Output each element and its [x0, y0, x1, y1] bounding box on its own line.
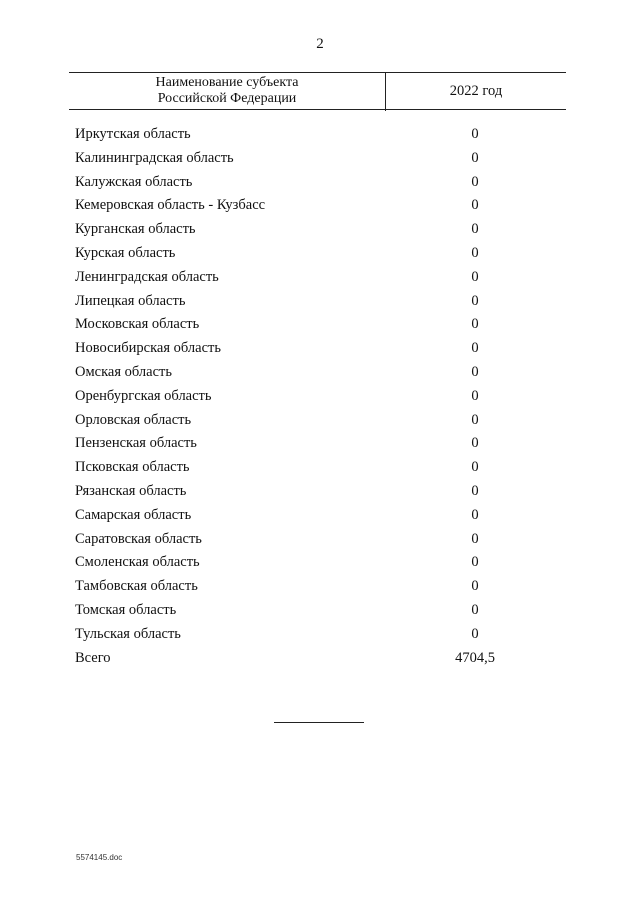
column-header-subject-line1: Наименование субъекта — [155, 75, 299, 90]
table-row — [75, 624, 505, 648]
table-row — [75, 291, 505, 315]
table-row — [75, 386, 505, 410]
table-row — [75, 600, 505, 624]
subject-value: 0 — [471, 244, 479, 261]
subject-name: Оренбургская область — [75, 387, 212, 404]
subject-value: 0 — [471, 601, 479, 618]
table-row — [75, 552, 505, 576]
subject-name: Рязанская область — [75, 482, 187, 499]
subject-value: 0 — [471, 387, 479, 404]
subject-name: Липецкая область — [75, 292, 186, 309]
column-header-subject-line2: Российской Федерации — [157, 91, 297, 106]
subject-value: 0 — [471, 316, 479, 333]
subject-name: Московская область — [75, 316, 200, 333]
subject-name: Калужская область — [75, 173, 193, 190]
subject-value: 0 — [471, 506, 479, 523]
subject-value: 0 — [471, 363, 479, 380]
subject-value: 0 — [471, 149, 479, 166]
column-header-subject — [69, 73, 386, 111]
subject-value: 0 — [471, 197, 479, 214]
subject-value: 0 — [471, 126, 479, 142]
subject-value: 0 — [471, 268, 479, 285]
subject-value: 0 — [471, 221, 479, 238]
page-number: 2 — [316, 36, 324, 52]
subject-name: Омская область — [75, 363, 172, 380]
subject-name: Тульская область — [75, 625, 181, 642]
subject-name: Кемеровская область - Кузбасс — [75, 197, 266, 214]
subject-value: 0 — [471, 340, 479, 357]
total-row — [75, 648, 505, 672]
subject-name: Новосибирская область — [75, 340, 221, 357]
table-row — [75, 529, 505, 553]
table-row — [75, 457, 505, 481]
table-row — [75, 243, 505, 267]
table-row — [75, 148, 505, 172]
subject-name: Курганская область — [75, 221, 196, 238]
table-row — [75, 410, 505, 434]
subject-name: Всего — [75, 649, 111, 666]
table-row — [75, 124, 505, 148]
table-row — [75, 362, 505, 386]
document-code: 5574145.doc — [76, 853, 123, 862]
subject-name: Иркутская область — [75, 126, 191, 142]
subject-value: 0 — [471, 411, 479, 428]
table-row — [75, 505, 505, 529]
subject-value: 0 — [471, 554, 479, 571]
end-rule — [274, 722, 364, 723]
table-row — [75, 481, 505, 505]
subject-value: 0 — [471, 292, 479, 309]
column-header-year: 2022 год — [449, 83, 503, 99]
subject-name: Ленинградская область — [75, 268, 219, 285]
table-row — [75, 219, 505, 243]
subject-name: Тамбовская область — [75, 578, 198, 595]
subject-value: 0 — [471, 459, 479, 476]
table-row — [75, 172, 505, 196]
table-row — [75, 314, 505, 338]
subject-name: Псковская область — [75, 459, 190, 476]
table-row — [75, 195, 505, 219]
table-row — [75, 433, 505, 457]
subject-name: Саратовская область — [75, 530, 202, 547]
subject-value: 0 — [471, 530, 479, 547]
subject-name: Самарская область — [75, 506, 192, 523]
table-header — [69, 72, 566, 110]
subject-value: 0 — [471, 482, 479, 499]
subject-name: Томская область — [75, 601, 177, 618]
subject-value: 4704,5 — [455, 649, 495, 666]
subject-name: Калининградская область — [75, 149, 234, 166]
table-row — [75, 576, 505, 600]
subject-name: Смоленская область — [75, 554, 200, 571]
table-body — [75, 124, 505, 671]
subject-name: Пензенская область — [75, 435, 197, 452]
subject-name: Курская область — [75, 244, 176, 261]
subject-value: 0 — [471, 173, 479, 190]
table-row — [75, 267, 505, 291]
table-row — [75, 338, 505, 362]
subject-value: 0 — [471, 435, 479, 452]
subject-name: Орловская область — [75, 411, 192, 428]
subject-value: 0 — [471, 578, 479, 595]
subject-value: 0 — [471, 625, 479, 642]
